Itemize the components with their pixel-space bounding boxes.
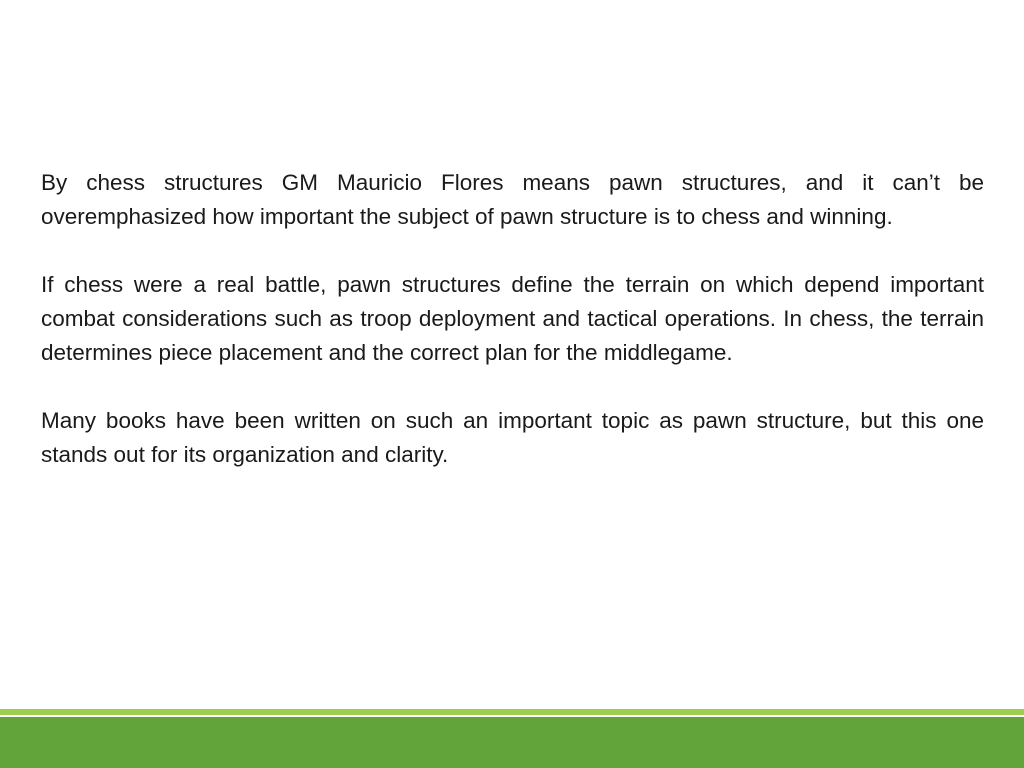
footer-accent-line [0, 709, 1024, 715]
paragraph-1: By chess structures GM Mauricio Flores means pawn structures, and it can’t be overemphasized how important the subject of pawn structure is to chess and winning. [41, 170, 984, 229]
paragraph-2: If chess were a real battle, pawn structures define the terrain on which depend important combat considerations such as troop deployment and tactical operations. In chess, the terrain determines piece placement and the correct plan for the middlegame. [41, 272, 984, 365]
slide-body-text [41, 166, 984, 472]
paragraph-3: Many books have been written on such an important topic as pawn structure, but this one stands out for its organization and clarity. [41, 408, 984, 467]
footer-band [0, 717, 1024, 768]
